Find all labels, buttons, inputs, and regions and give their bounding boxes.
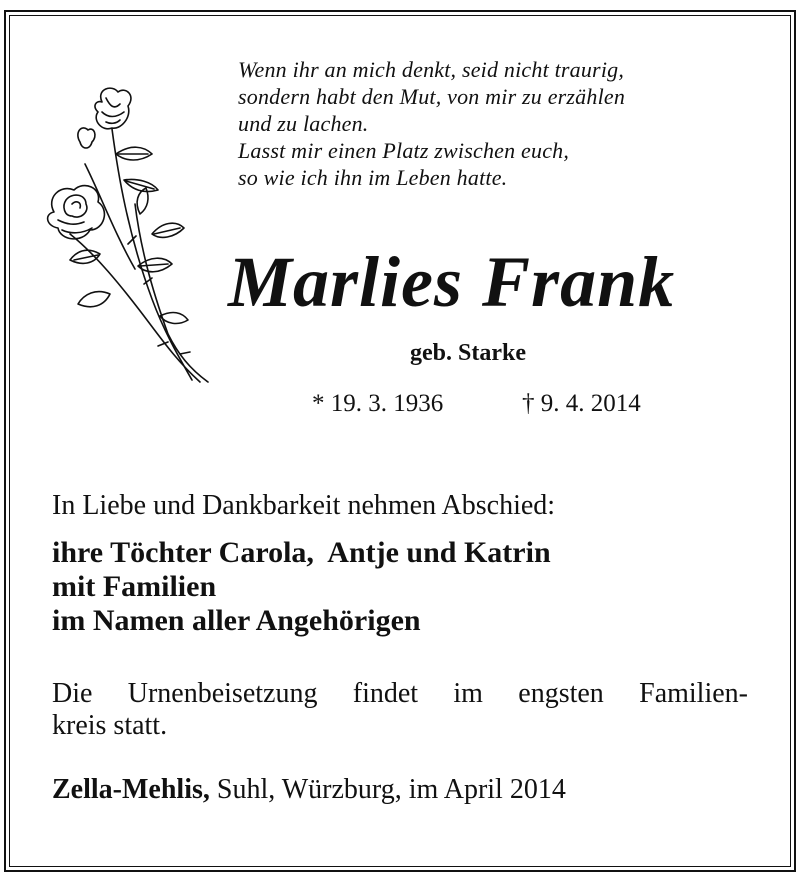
place-and-date: [52, 774, 566, 806]
burial-notice: [52, 678, 748, 742]
mourners-line: mit Familien: [52, 570, 217, 603]
mourners-line: ihre Töchter Carola, Antje und Katrin: [52, 536, 551, 569]
farewell-intro: In Liebe und Dankbarkeit nehmen Abschied:: [52, 490, 556, 521]
poem-line: Lasst mir einen Platz zwischen euch,: [238, 138, 570, 163]
mourners-list: [52, 536, 551, 638]
burial-line: kreis statt.: [52, 710, 168, 741]
memorial-poem: [238, 56, 758, 191]
maiden-name: geb. Starke: [410, 340, 526, 366]
roses-illustration-icon: [40, 84, 225, 384]
death-date: † 9. 4. 2014: [522, 390, 641, 417]
birth-date: * 19. 3. 1936: [312, 390, 444, 417]
poem-line: und zu lachen.: [238, 111, 369, 136]
mourners-line: im Namen aller Angehörigen: [52, 604, 421, 637]
poem-line: sondern habt den Mut, von mir zu erzählen: [238, 84, 626, 109]
place-town: Zella-Mehlis,: [52, 774, 210, 805]
deceased-name: Marlies Frank: [228, 242, 676, 322]
poem-line: so wie ich ihn im Leben hatte.: [238, 165, 508, 190]
place-rest: Suhl, Würzburg, im April 2014: [209, 774, 566, 805]
poem-line: Wenn ihr an mich denkt, seid nicht traurig,: [238, 57, 625, 82]
burial-line: Die Urnenbeisetzung findet im engsten Familien-: [52, 678, 748, 709]
